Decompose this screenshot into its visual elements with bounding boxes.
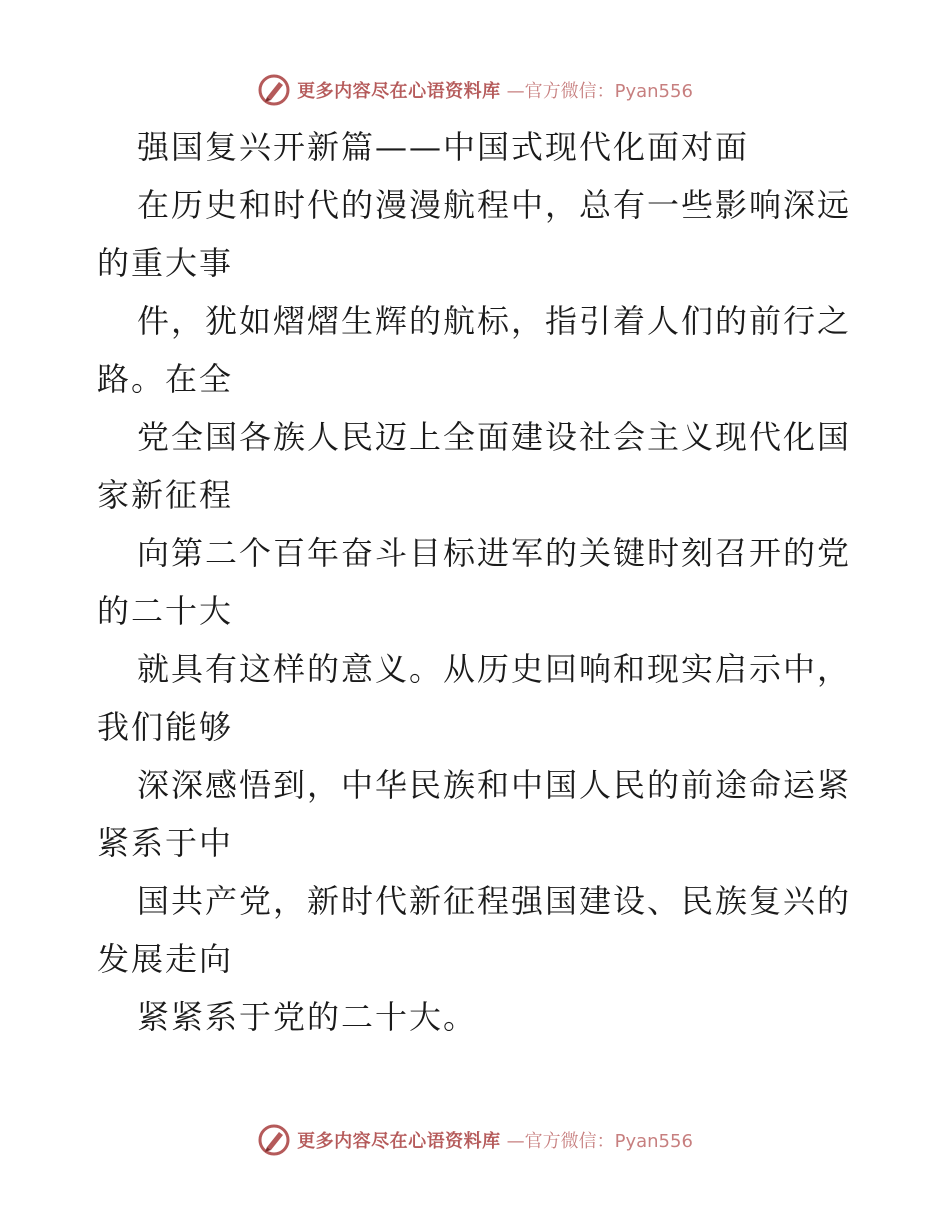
footer-banner-contact: —官方微信：Pyan556 — [506, 1131, 693, 1152]
text-line: 在历史和时代的漫漫航程中，总有一些影响深远 — [137, 186, 852, 224]
text-line: 深深感悟到，中华民族和中国人民的前途命运紧 — [137, 766, 852, 804]
footer-banner — [0, 1120, 950, 1160]
pen-logo-icon — [257, 73, 291, 107]
text-line: 件，犹如熠熠生辉的航标，指引着人们的前行之 — [137, 302, 852, 340]
text-line: 的二十大 — [97, 592, 234, 630]
text-line: 紧紧系于党的二十大。 — [137, 998, 478, 1036]
text-line: 家新征程 — [97, 476, 234, 514]
text-line: 国共产党，新时代新征程强国建设、民族复兴的 — [137, 882, 852, 920]
text-line: 向第二个百年奋斗目标进军的关键时刻召开的党 — [137, 534, 852, 572]
document-title: 强国复兴开新篇——中国式现代化面对面 — [137, 128, 750, 166]
pen-logo-icon — [257, 1123, 291, 1157]
text-line: 我们能够 — [97, 708, 234, 746]
text-line: 发展走向 — [97, 940, 234, 978]
text-line: 就具有这样的意义。从历史回响和现实启示中， — [137, 650, 852, 688]
footer-banner-text: 更多内容尽在心语资料库 — [297, 1131, 501, 1152]
header-banner-contact: —官方微信：Pyan556 — [506, 81, 693, 102]
text-line: 党全国各族人民迈上全面建设社会主义现代化国 — [137, 418, 852, 456]
text-line: 紧系于中 — [97, 824, 234, 862]
document-body — [97, 118, 857, 1046]
header-banner — [0, 70, 950, 110]
header-banner-text: 更多内容尽在心语资料库 — [297, 81, 501, 102]
text-line: 的重大事 — [97, 244, 234, 282]
text-line: 路。在全 — [97, 360, 234, 398]
